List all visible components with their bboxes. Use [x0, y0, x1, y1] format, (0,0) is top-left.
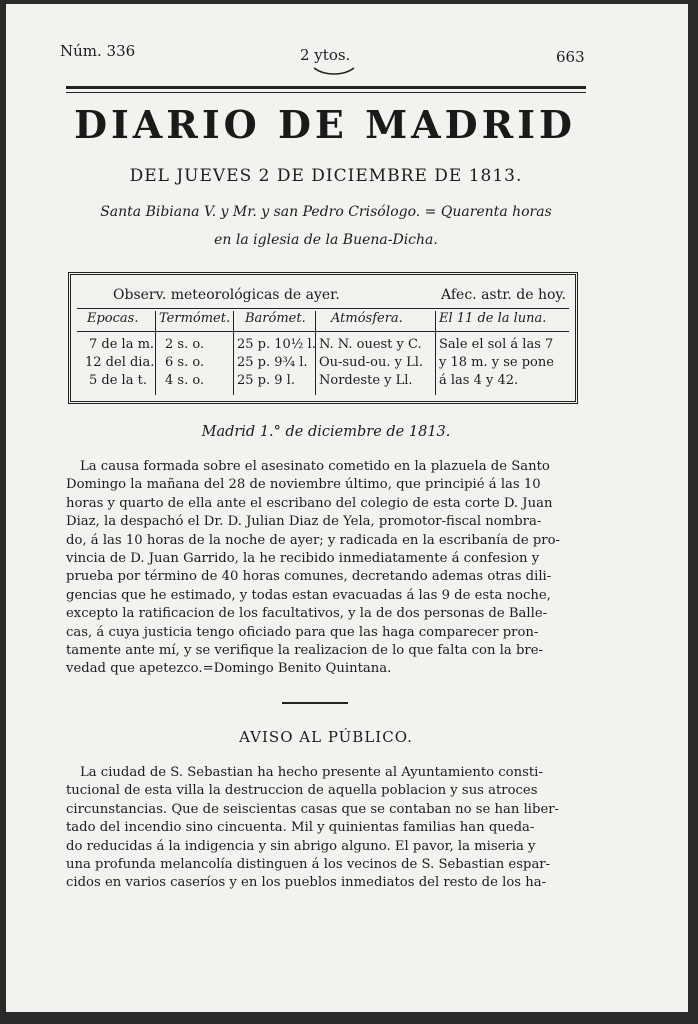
- cell-luna: y 18 m. y se pone: [439, 355, 554, 370]
- col-termometro: Termómet.: [159, 311, 231, 326]
- saints-line-1: Santa Bibiana V. y Mr. y san Pedro Crisólogo. = Quarenta horas: [100, 204, 552, 220]
- saints-line-2: en la iglesia de la Buena-Dicha.: [214, 232, 438, 248]
- cell-termometro: 2 s. o.: [165, 337, 205, 352]
- cell-epoca: 7 de la m.: [89, 337, 155, 352]
- cell-epoca: 12 del dia.: [85, 355, 155, 370]
- text-line: gencias que he estimado, y todas estan evacuadas á las 9 de esta noche,: [66, 587, 551, 603]
- notice-heading: AVISO AL PÚBLICO.: [239, 728, 413, 746]
- col-luna: El 11 de la luna.: [439, 311, 547, 326]
- text-line: vincia de D. Juan Garrido, la he recibido inmediatamente á confesion y: [66, 551, 540, 567]
- table-divider: [315, 311, 316, 395]
- table-divider: [233, 311, 234, 395]
- text-line: La causa formada sobre el asesinato cometido en la plazuela de Santo: [80, 459, 550, 474]
- col-epocas: Epocas.: [87, 311, 139, 326]
- cell-termometro: 4 s. o.: [165, 373, 205, 388]
- text-line: tamente ante mí, y se verifique la realizacion de lo que falta con la bre-: [66, 643, 543, 659]
- table-title-right: Afec. astr. de hoy.: [441, 287, 566, 303]
- cell-epoca: 5 de la t.: [89, 373, 147, 388]
- text-line: horas y quarto de ella ante el escribano del colegio de esta corte D. Juan: [66, 495, 553, 511]
- issue-date: DEL JUEVES 2 DE DICIEMBRE DE 1813.: [129, 166, 523, 186]
- text-line: una profunda melancolía distinguen á los vecinos de S. Sebastian espar-: [66, 857, 551, 873]
- cell-termometro: 6 s. o.: [165, 355, 205, 370]
- masthead-top-rule: [66, 86, 586, 93]
- text-line: prueba por término de 40 horas comunes, decretando ademas otras dili-: [66, 569, 552, 585]
- cell-barometro: 25 p. 9 l.: [237, 373, 295, 388]
- table-divider: [435, 311, 436, 395]
- issue-number: Núm. 336: [60, 42, 136, 60]
- masthead-title: DIARIO DE MADRID: [74, 102, 576, 147]
- text-line: excepto la ratificacion de los facultativos, y la de dos personas de Balle-: [66, 606, 548, 622]
- section-divider: [282, 702, 348, 704]
- text-line: tucional de esta villa la destruccion de aquella poblacion y sus atroces: [66, 783, 538, 799]
- text-line: circunstancias. Que de seiscientas casas que se contaban no se han liber-: [66, 801, 560, 817]
- text-line: Diaz, la despachó el Dr. D. Julian Diaz de Yela, promotor-fiscal nombra-: [66, 514, 542, 530]
- table-divider: [155, 311, 156, 395]
- article-2-body: [66, 764, 584, 893]
- article-dateline: Madrid 1.° de diciembre de 1813.: [201, 424, 451, 440]
- cell-atmosfera: N. N. ouest y C.: [319, 337, 422, 352]
- ornament-brace-icon: [312, 66, 356, 76]
- newspaper-page: [6, 4, 688, 1012]
- text-line: vedad que apetezco.=Domingo Benito Quintana.: [66, 661, 392, 677]
- table-title-left: Observ. meteorológicas de ayer.: [113, 287, 340, 303]
- volume-mark: 2 ytos.: [300, 46, 351, 64]
- text-line: Domingo la mañana del 28 de noviembre último, que principié á las 10: [66, 477, 541, 493]
- cell-atmosfera: Nordeste y Ll.: [319, 373, 413, 388]
- text-line: cas, á cuya justicia tengo oficiado para que las haga comparecer pron-: [66, 624, 539, 640]
- cell-luna: á las 4 y 42.: [439, 373, 519, 388]
- text-line: do reducidas á la indigencia y sin abrigo alguno. El pavor, la miseria y: [66, 838, 536, 854]
- cell-barometro: 25 p. 9¾ l.: [237, 355, 308, 370]
- text-line: cidos en varios caseríos y en los pueblos inmediatos del resto de los ha-: [66, 875, 547, 891]
- text-line: tado del incendio sino cincuenta. Mil y quinientas familias han queda-: [66, 820, 535, 836]
- cell-atmosfera: Ou-sud-ou. y Ll.: [319, 355, 424, 370]
- text-line: do, á las 10 horas de la noche de ayer; y radicada en la escribanía de pro-: [66, 532, 561, 548]
- article-1-body: [66, 458, 584, 679]
- page-number: 663: [556, 48, 585, 66]
- col-atmosfera: Atmósfera.: [331, 311, 403, 326]
- cell-barometro: 25 p. 10½ l.: [237, 337, 316, 352]
- text-line: La ciudad de S. Sebastian ha hecho presente al Ayuntamiento consti-: [80, 765, 543, 780]
- col-barometro: Barómet.: [245, 311, 306, 326]
- cell-luna: Sale el sol á las 7: [439, 337, 554, 352]
- table-rule: [77, 308, 569, 309]
- table-rule: [77, 331, 569, 332]
- weather-table: [68, 272, 578, 404]
